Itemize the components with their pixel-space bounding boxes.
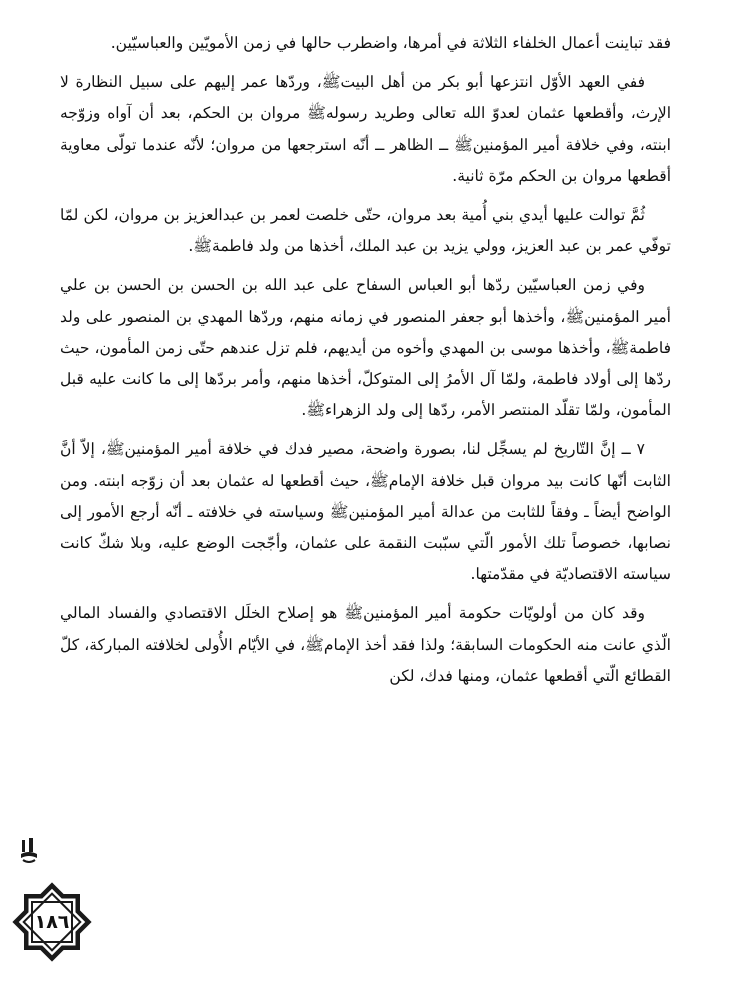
page-number: ١٨٦ — [34, 911, 70, 933]
paragraph-3: ثُمَّ توالت عليها أيدي بني أُمية بعد مروان، حتّى خلصت لعمر بن عبدالعزيز بن مروان، لكن لمّا توفّي عمر بن عبد العزيز، وولي يزيد بن عبد الملك، أخذها من ولد فاطمةﷺ. — [60, 206, 671, 256]
page-body — [60, 28, 671, 692]
paragraph-2: ففي العهد الأوّل انتزعها أبو بكر من أهل البيتﷺ، وردّها عمر إليهم على سبيل النظارة لا الإرث، وأقطعها عثمان لعدوّ الله تعالى وطريد رسولهﷺ مروان بن الحكم، بعد أن آواه وزوّجه ابنته، وفي خلافة أمير المؤمنينﷺ ــ الظاهر ــ أنّه استرجعها من مروان؛ لأنّه عندما تولّى معاوية أقطعها مروان بن الحكم مرّة ثانية. — [60, 73, 671, 185]
paragraph-5: ٧ ــ إنَّ التّاريخ لم يسجِّل لنا، بصورة واضحة، مصير فدك في خلافة أمير المؤمنينﷺ، إلاّ أنَّ الثابت أنّها كانت بيد مروان قبل خلافة الإمامﷺ، حيث أقطعها له عثمان بعد أن زوّجه ابنته. ومن الواضح أيضاً ـ وفقاً للثابت من عدالة أمير المؤمنينﷺ وسياسته في خلافته ـ أنّه أرجع الأمور إلى نصابها، خصوصاً تلك الأمور الّتي سبّبت النقمة على عثمان، وأجّجت الوضع عليه، وبلا شكّ كانت سياسته الاقتصاديّة في مقدّمتها. — [60, 440, 671, 584]
paragraph-1: فقد تباينت أعمال الخلفاء الثلاثة في أمرها، واضطرب حالها في زمن الأمويّين والعباسيّين. — [110, 34, 671, 52]
chapter-marker-icon — [19, 838, 39, 866]
paragraph-6: وقد كان من أولويّات حكومة أمير المؤمنينﷺ هو إصلاح الخلَل الاقتصادي والفساد المالي الّذي عانت منه الحكومات السابقة؛ ولذا فقد أخذ الإمامﷺ، في الأيّام الأُولى لخلافته المباركة، كلّ القطائع الّتي أقطعها عثمان، ومنها فدك، لكن — [60, 604, 671, 685]
paragraph-4: وفي زمن العباسيّين ردّها أبو العباس السفاح على عبد الله بن الحسن بن الحسن بن علي أمير المؤمنينﷺ، وأخذها أبو جعفر المنصور في زمانه منهم، وردّها المهدي بن المنصور على ولد فاطمةﷺ، وأخذها موسى بن المهدي وأخوه من أيديهم، فلم تزل عندهم حتّى زمن المأمون، حيث ردّها إلى أولاد فاطمة، ولمّا آل الأمرُ إلى المتوكلّ، أخذها منهم، وأمر بردّها إلى ما كانت عليه قبل المأمون، ولمّا تقلّد المنتصر الأمر، ردّها إلى ولد الزهراءﷺ. — [60, 276, 671, 420]
page-number-badge — [8, 878, 96, 966]
